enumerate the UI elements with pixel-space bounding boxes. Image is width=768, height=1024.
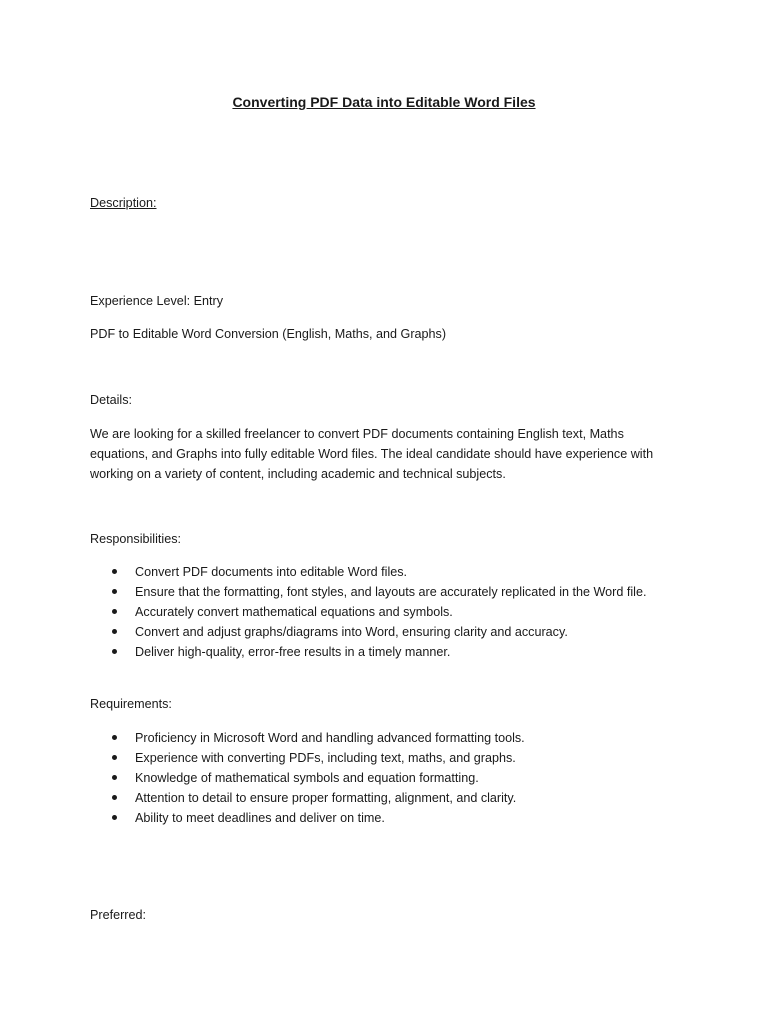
list-item: Convert and adjust graphs/diagrams into Word, ensuring clarity and accuracy. bbox=[90, 622, 646, 642]
list-item: Proficiency in Microsoft Word and handling advanced formatting tools. bbox=[90, 728, 525, 748]
list-item: Convert PDF documents into editable Word files. bbox=[90, 562, 646, 582]
list-item: Ensure that the formatting, font styles, and layouts are accurately replicated in the Word file. bbox=[90, 582, 646, 602]
requirements-list bbox=[90, 728, 525, 828]
list-item: Deliver high-quality, error-free results in a timely manner. bbox=[90, 642, 646, 662]
list-item: Accurately convert mathematical equations and symbols. bbox=[90, 602, 646, 622]
bullet-icon bbox=[112, 755, 117, 760]
details-heading: Details: bbox=[90, 393, 132, 407]
responsibilities-heading: Responsibilities: bbox=[90, 532, 181, 546]
bullet-icon bbox=[112, 569, 117, 574]
preferred-heading: Preferred: bbox=[90, 908, 146, 922]
description-heading: Description: bbox=[90, 196, 157, 210]
list-item: Knowledge of mathematical symbols and equation formatting. bbox=[90, 768, 525, 788]
experience-level: Experience Level: Entry bbox=[90, 294, 224, 308]
responsibilities-list bbox=[90, 562, 646, 662]
subtitle: PDF to Editable Word Conversion (English, Maths, and Graphs) bbox=[90, 327, 447, 341]
bullet-icon bbox=[112, 815, 117, 820]
bullet-icon bbox=[112, 735, 117, 740]
list-item: Attention to detail to ensure proper formatting, alignment, and clarity. bbox=[90, 788, 525, 808]
bullet-icon bbox=[112, 629, 117, 634]
list-item: Ability to meet deadlines and deliver on time. bbox=[90, 808, 525, 828]
bullet-icon bbox=[112, 649, 117, 654]
requirements-heading: Requirements: bbox=[90, 697, 172, 711]
bullet-icon bbox=[112, 609, 117, 614]
list-item: Experience with converting PDFs, including text, maths, and graphs. bbox=[90, 748, 525, 768]
details-paragraph: We are looking for a skilled freelancer to convert PDF documents containing English text, Maths equations, and Graphs into fully editable Word files. The ideal candidate should have experience with working on a variety of content, including academic and technical subjects. bbox=[90, 427, 654, 481]
bullet-icon bbox=[112, 589, 117, 594]
bullet-icon bbox=[112, 775, 117, 780]
bullet-icon bbox=[112, 795, 117, 800]
document-title: Converting PDF Data into Editable Word Files bbox=[232, 94, 536, 110]
